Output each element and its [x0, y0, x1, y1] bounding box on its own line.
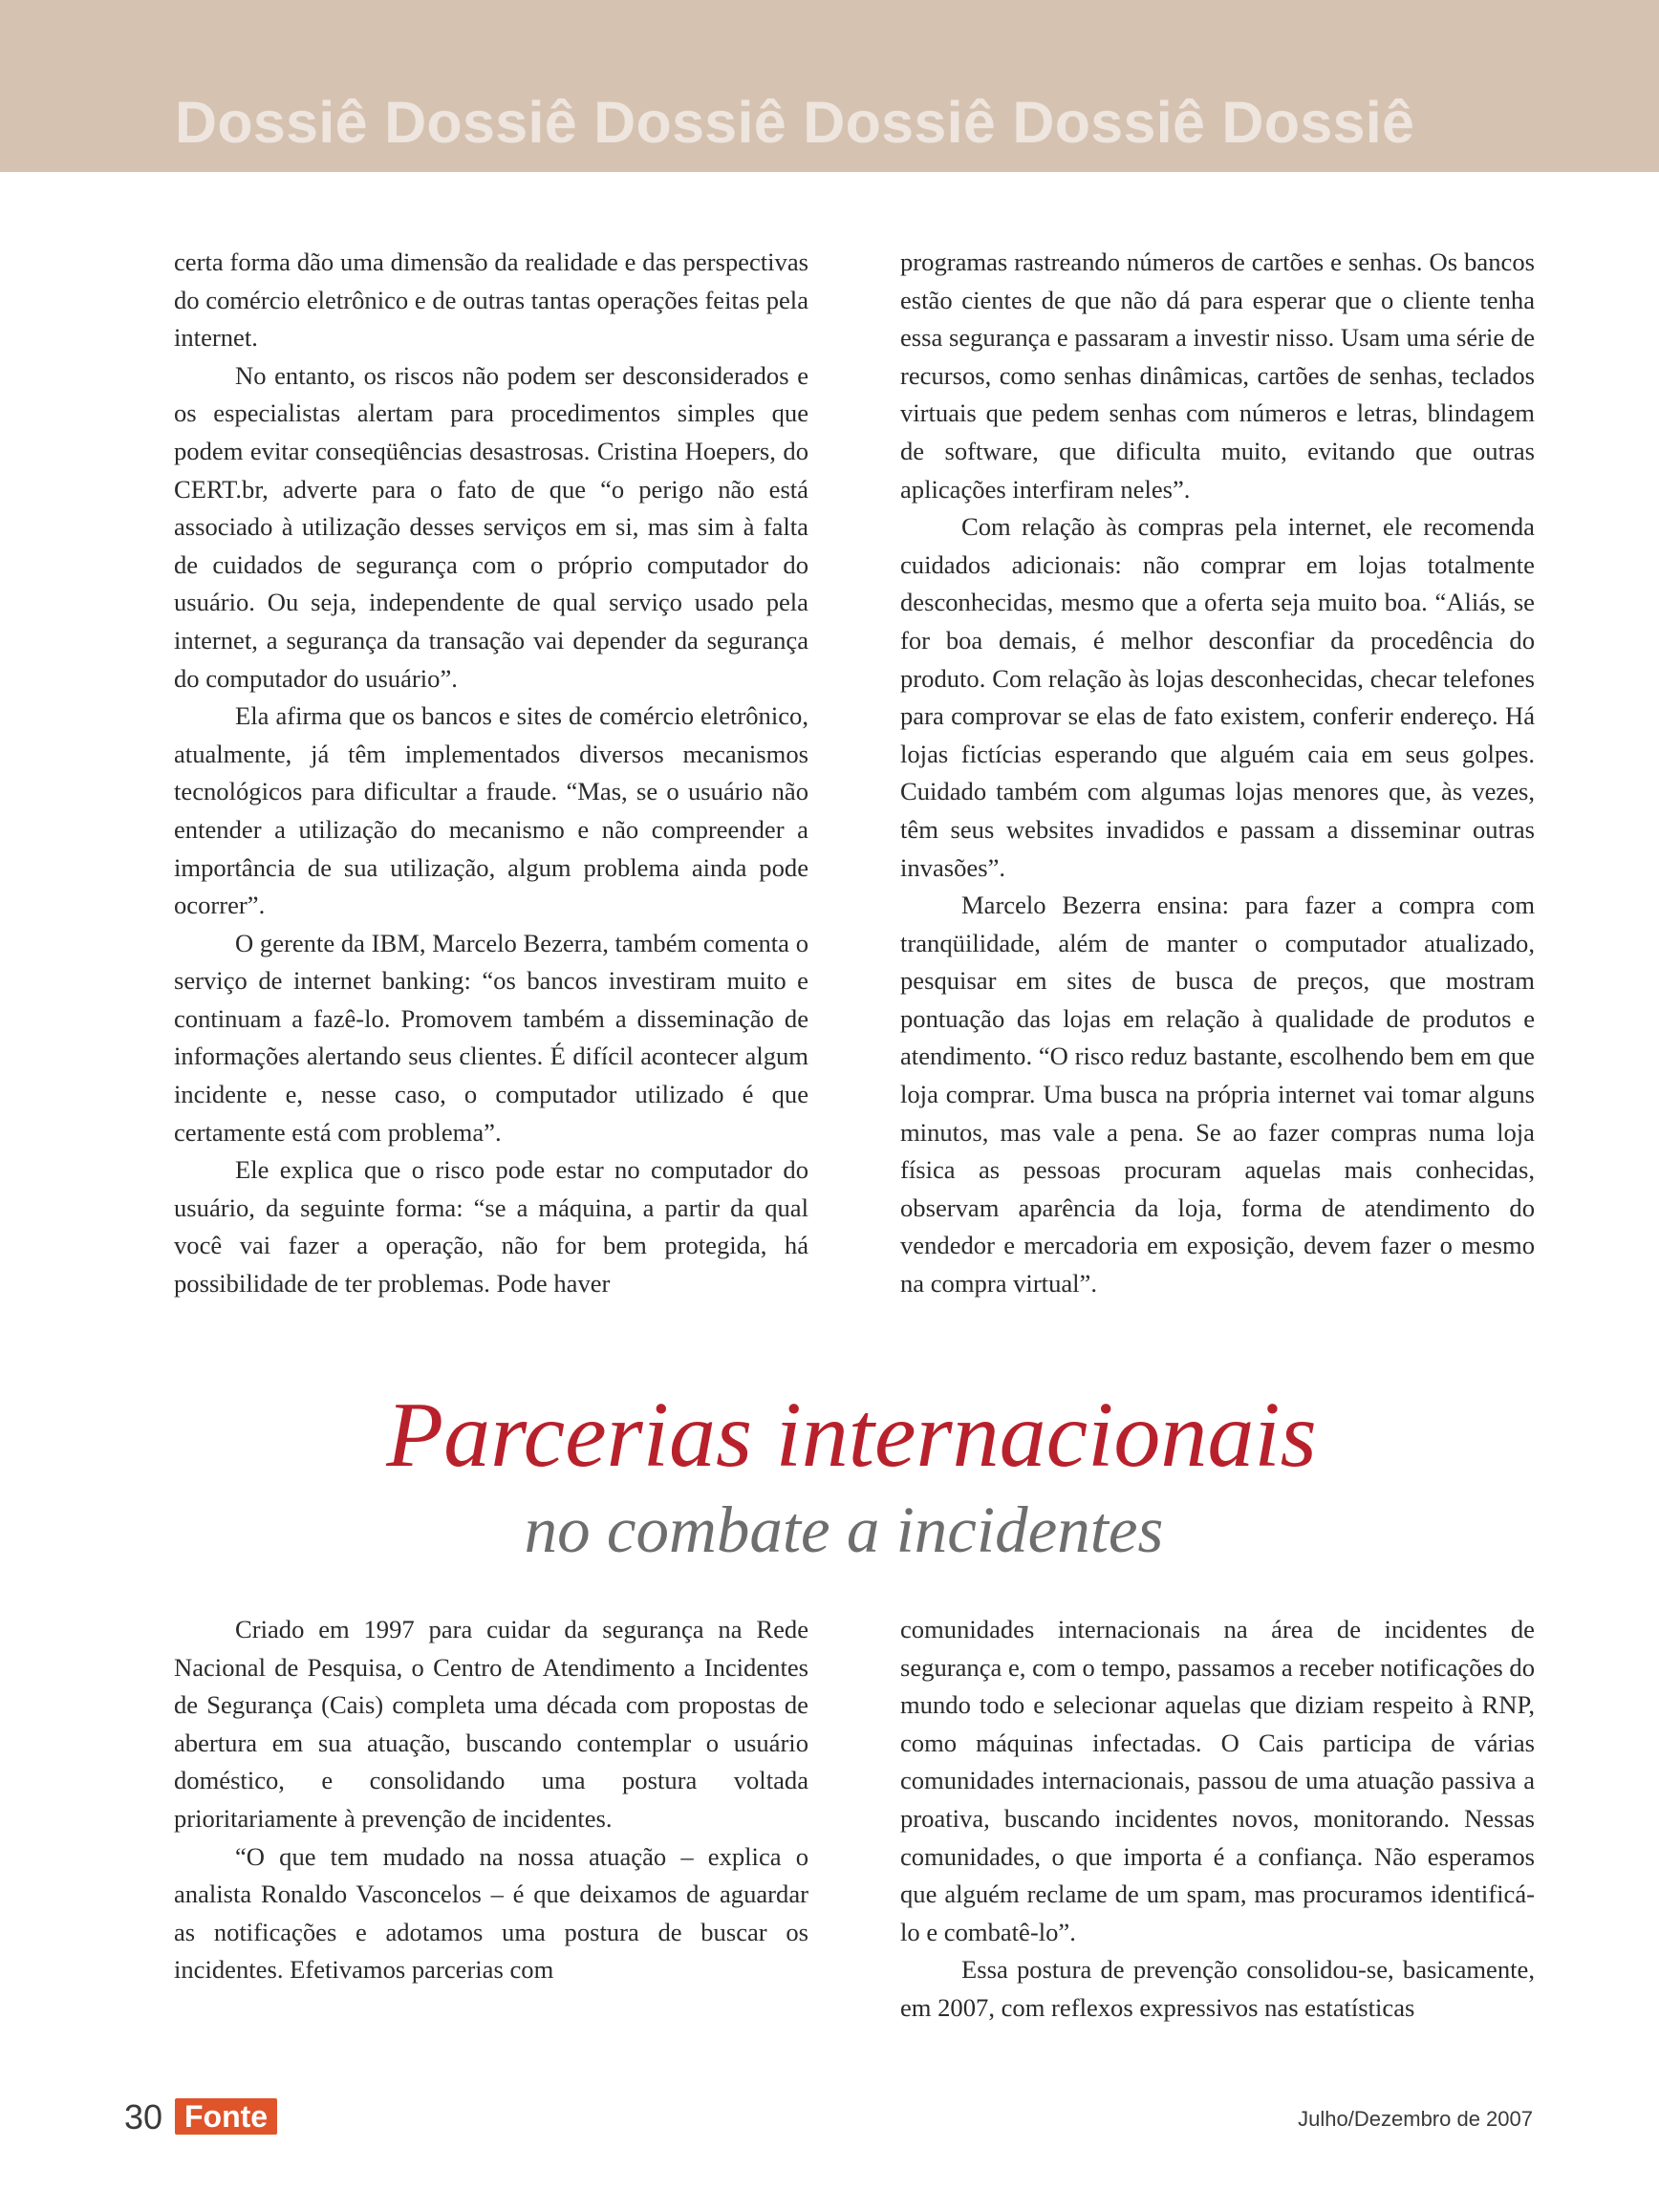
paragraph: “O que tem mudado na nossa atuação – explica o analista Ronaldo Vasconcelos – é que deixamos de aguardar as notificações e adotamos uma postura de buscar os incidentes. Efetivamos parcerias com: [174, 1841, 808, 1985]
paragraph: Marcelo Bezerra ensina: para fazer a compra com tranqüilidade, além de manter o computador atualizado, pesquisar em sites de busca de preços, que mostram pontuação das lojas em relação à qualidade de produtos e atendimento. “O risco reduz bastante, escolhendo bem em que loja comprar. Uma busca na própria internet vai tomar alguns minutos, mas vale a pena. Se ao fazer compras numa loja física as pessoas procuram aquelas mais conhecidas, observam aparência da loja, forma de atendimento do vendedor e mercadoria em exposição, devem fazer o mesmo na compra virtual”.: [900, 891, 1535, 1299]
article-column-bottom-left: [174, 1611, 808, 1989]
header-band: [0, 0, 1659, 172]
paragraph: comunidades internacionais na área de incidentes de segurança e, com o tempo, passamos a receber notificações do mundo todo e selecionar aquelas que diziam respeito à RNP, como máquinas infectadas. O Cais participa de várias comunidades internacionais, passou de uma atuação passiva a proativa, buscando incidentes novos, monitorando. Nessas comunidades, o que importa é a confiança. Não esperamos que alguém reclame de um spam, mas procuramos identificá-lo e combatê-lo”.: [900, 1615, 1535, 1946]
paragraph: Essa postura de prevenção consolidou-se, basicamente, em 2007, com reflexos expressivos nas estatísticas: [900, 1955, 1535, 2022]
article-column-top-left: [174, 244, 808, 1303]
paragraph: Ela afirma que os bancos e sites de comércio eletrônico, atualmente, já têm implementados diversos mecanismos tecnológicos para dificultar a fraude. “Mas, se o usuário não entender a utilização do mecanismo e não compreender a importância de sua utilização, algum problema ainda pode ocorrer”.: [174, 701, 808, 920]
fonte-logo: Fonte: [175, 2098, 277, 2135]
paragraph: Ele explica que o risco pode estar no computador do usuário, da seguinte forma: “se a máquina, a partir da qual você vai fazer a operação, não for bem protegida, há possibilidade de ter problemas. Pode haver: [174, 1155, 808, 1299]
section-header-title: Dossiê Dossiê Dossiê Dossiê Dossiê Dossiê: [175, 90, 1415, 155]
paragraph: No entanto, os riscos não podem ser desconsiderados e os especialistas alertam para procedimentos simples que podem evitar conseqüências desastrosas. Cristina Hoepers, do CERT.br, adverte para o fato de que “o perigo não está associado à utilização desses serviços em si, mas sim à falta de cuidados de segurança com o próprio computador do usuário. Ou seja, independente de qual serviço usado pela internet, a segurança da transação vai depender da segurança do computador do usuário”.: [174, 360, 808, 693]
article-column-top-right: [900, 244, 1535, 1303]
section-subtitle: no combate a incidentes: [524, 1493, 1164, 1566]
section-title: Parcerias internacionais: [386, 1384, 1317, 1487]
paragraph: O gerente da IBM, Marcelo Bezerra, também comenta o serviço de internet banking: “os bancos investiram muito e continuam a fazê-lo. Promovem também a disseminação de informações alertando seus clientes. É difícil acontecer algum incidente e, nesse caso, o computador utilizado é que certamente está com problema”.: [174, 928, 808, 1147]
paragraph: Criado em 1997 para cuidar da segurança na Rede Nacional de Pesquisa, o Centro de Atendimento a Incidentes de Segurança (Cais) completa uma década com propostas de abertura em sua atuação, buscando contemplar o usuário doméstico, e consolidando uma postura voltada prioritariamente à prevenção de incidentes.: [174, 1615, 808, 1833]
paragraph: Com relação às compras pela internet, ele recomenda cuidados adicionais: não comprar em lojas totalmente desconhecidas, mesmo que a oferta seja muito boa. “Aliás, se for boa demais, é melhor desconfiar da procedência do produto. Com relação às lojas desconhecidas, checar telefones para comprovar se elas de fato existem, conferir endereço. Há lojas fictícias esperando que alguém caia em seus golpes. Cuidado também com algumas lojas menores que, às vezes, têm seus websites invadidos e passam a disseminar outras invasões”.: [900, 512, 1535, 882]
paragraph: certa forma dão uma dimensão da realidade e das perspectivas do comércio eletrônico e de outras tantas operações feitas pela internet.: [174, 247, 808, 353]
page-number: 30: [124, 2097, 163, 2137]
article-column-bottom-right: [900, 1611, 1535, 2028]
paragraph: programas rastreando números de cartões e senhas. Os bancos estão cientes de que não dá para esperar que o cliente tenha essa segurança e passaram a investir nisso. Usam uma série de recursos, como senhas dinâmicas, cartões de senhas, teclados virtuais que pedem senhas com números e letras, blindagem de software, que dificulta muito, evitando que outras aplicações interfiram neles”.: [900, 247, 1535, 504]
issue-date: Julho/Dezembro de 2007: [1298, 2107, 1533, 2131]
